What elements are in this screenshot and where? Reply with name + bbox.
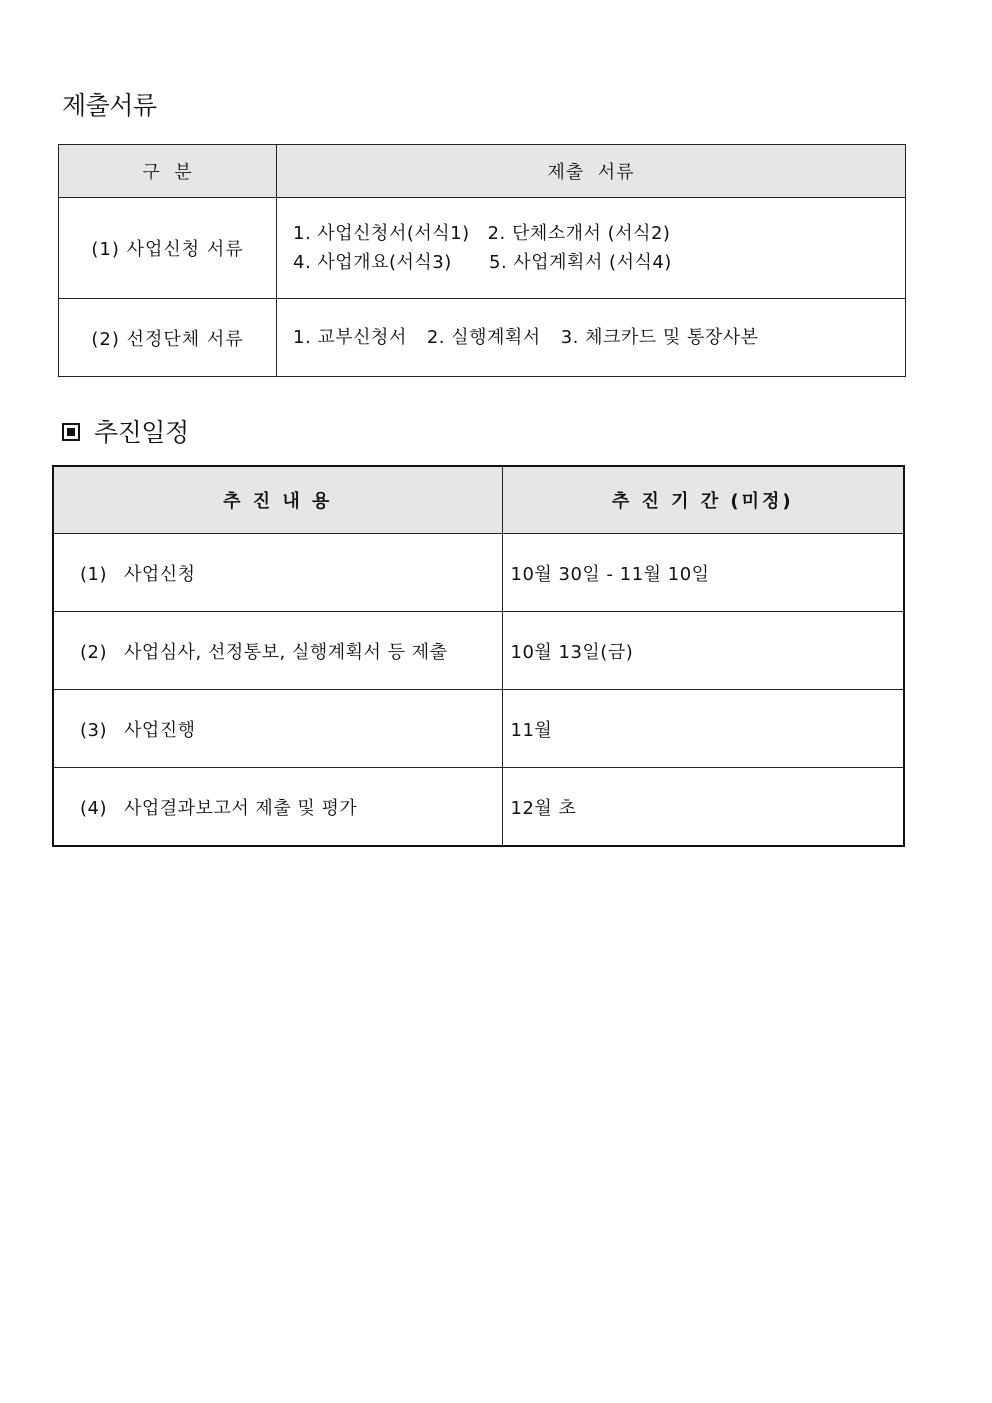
table-row: [53, 690, 904, 768]
header-period: 추 진 기 간 (미정): [502, 466, 904, 534]
doc-item: 2. 실행계획서: [426, 327, 541, 348]
doc-item: 2. 단체소개서 (서식2): [487, 223, 671, 244]
doc-line: [293, 248, 905, 277]
table-row: [53, 534, 904, 612]
doc-line: [293, 219, 905, 248]
row-number: (2): [80, 641, 107, 663]
doc-item: 5. 사업계획서 (서식4): [489, 252, 672, 273]
row-content: 사업결과보고서 제출 및 평가: [124, 797, 358, 819]
row-content: 사업진행: [124, 719, 196, 741]
filled-square-icon: [62, 423, 80, 441]
row-documents: [277, 198, 906, 299]
table-header-row: [59, 145, 906, 198]
schedule-content: [53, 690, 502, 768]
header-category: 구 분: [59, 145, 277, 198]
table-header-row: [53, 466, 904, 534]
doc-item: 1. 사업신청서(서식1): [293, 223, 470, 244]
schedule-content: [53, 534, 502, 612]
row-number: (4): [80, 797, 107, 819]
schedule-period: 10월 30일 - 11월 10일: [502, 534, 904, 612]
schedule-content: [53, 768, 502, 847]
schedule-content: [53, 612, 502, 690]
row-content: 사업신청: [124, 563, 196, 585]
schedule-title-block: [62, 413, 189, 449]
schedule-table: [52, 465, 905, 847]
row-category: (1) 사업신청 서류: [59, 198, 277, 299]
row-content: 사업심사, 선정통보, 실행계획서 등 제출: [124, 641, 448, 663]
submission-docs-table: [58, 144, 906, 377]
schedule-period: 12월 초: [502, 768, 904, 847]
table-row: [59, 198, 906, 299]
header-documents: 제출 서류: [277, 145, 906, 198]
table-row: [53, 768, 904, 847]
schedule-title: 추진일정: [94, 418, 189, 447]
doc-item: 1. 교부신청서: [293, 327, 407, 348]
table-row: [59, 299, 906, 377]
row-documents: [277, 299, 906, 377]
table-row: [53, 612, 904, 690]
doc-item: 3. 체크카드 및 통장사본: [560, 327, 759, 348]
header-content: 추 진 내 용: [53, 466, 502, 534]
row-category: (2) 선정단체 서류: [59, 299, 277, 377]
row-number: (1): [80, 563, 107, 585]
schedule-period: 10월 13일(금): [502, 612, 904, 690]
submission-docs-title: 제출서류: [62, 91, 157, 120]
doc-item: 4. 사업개요(서식3): [293, 252, 452, 273]
row-number: (3): [80, 719, 107, 741]
schedule-period: 11월: [502, 690, 904, 768]
